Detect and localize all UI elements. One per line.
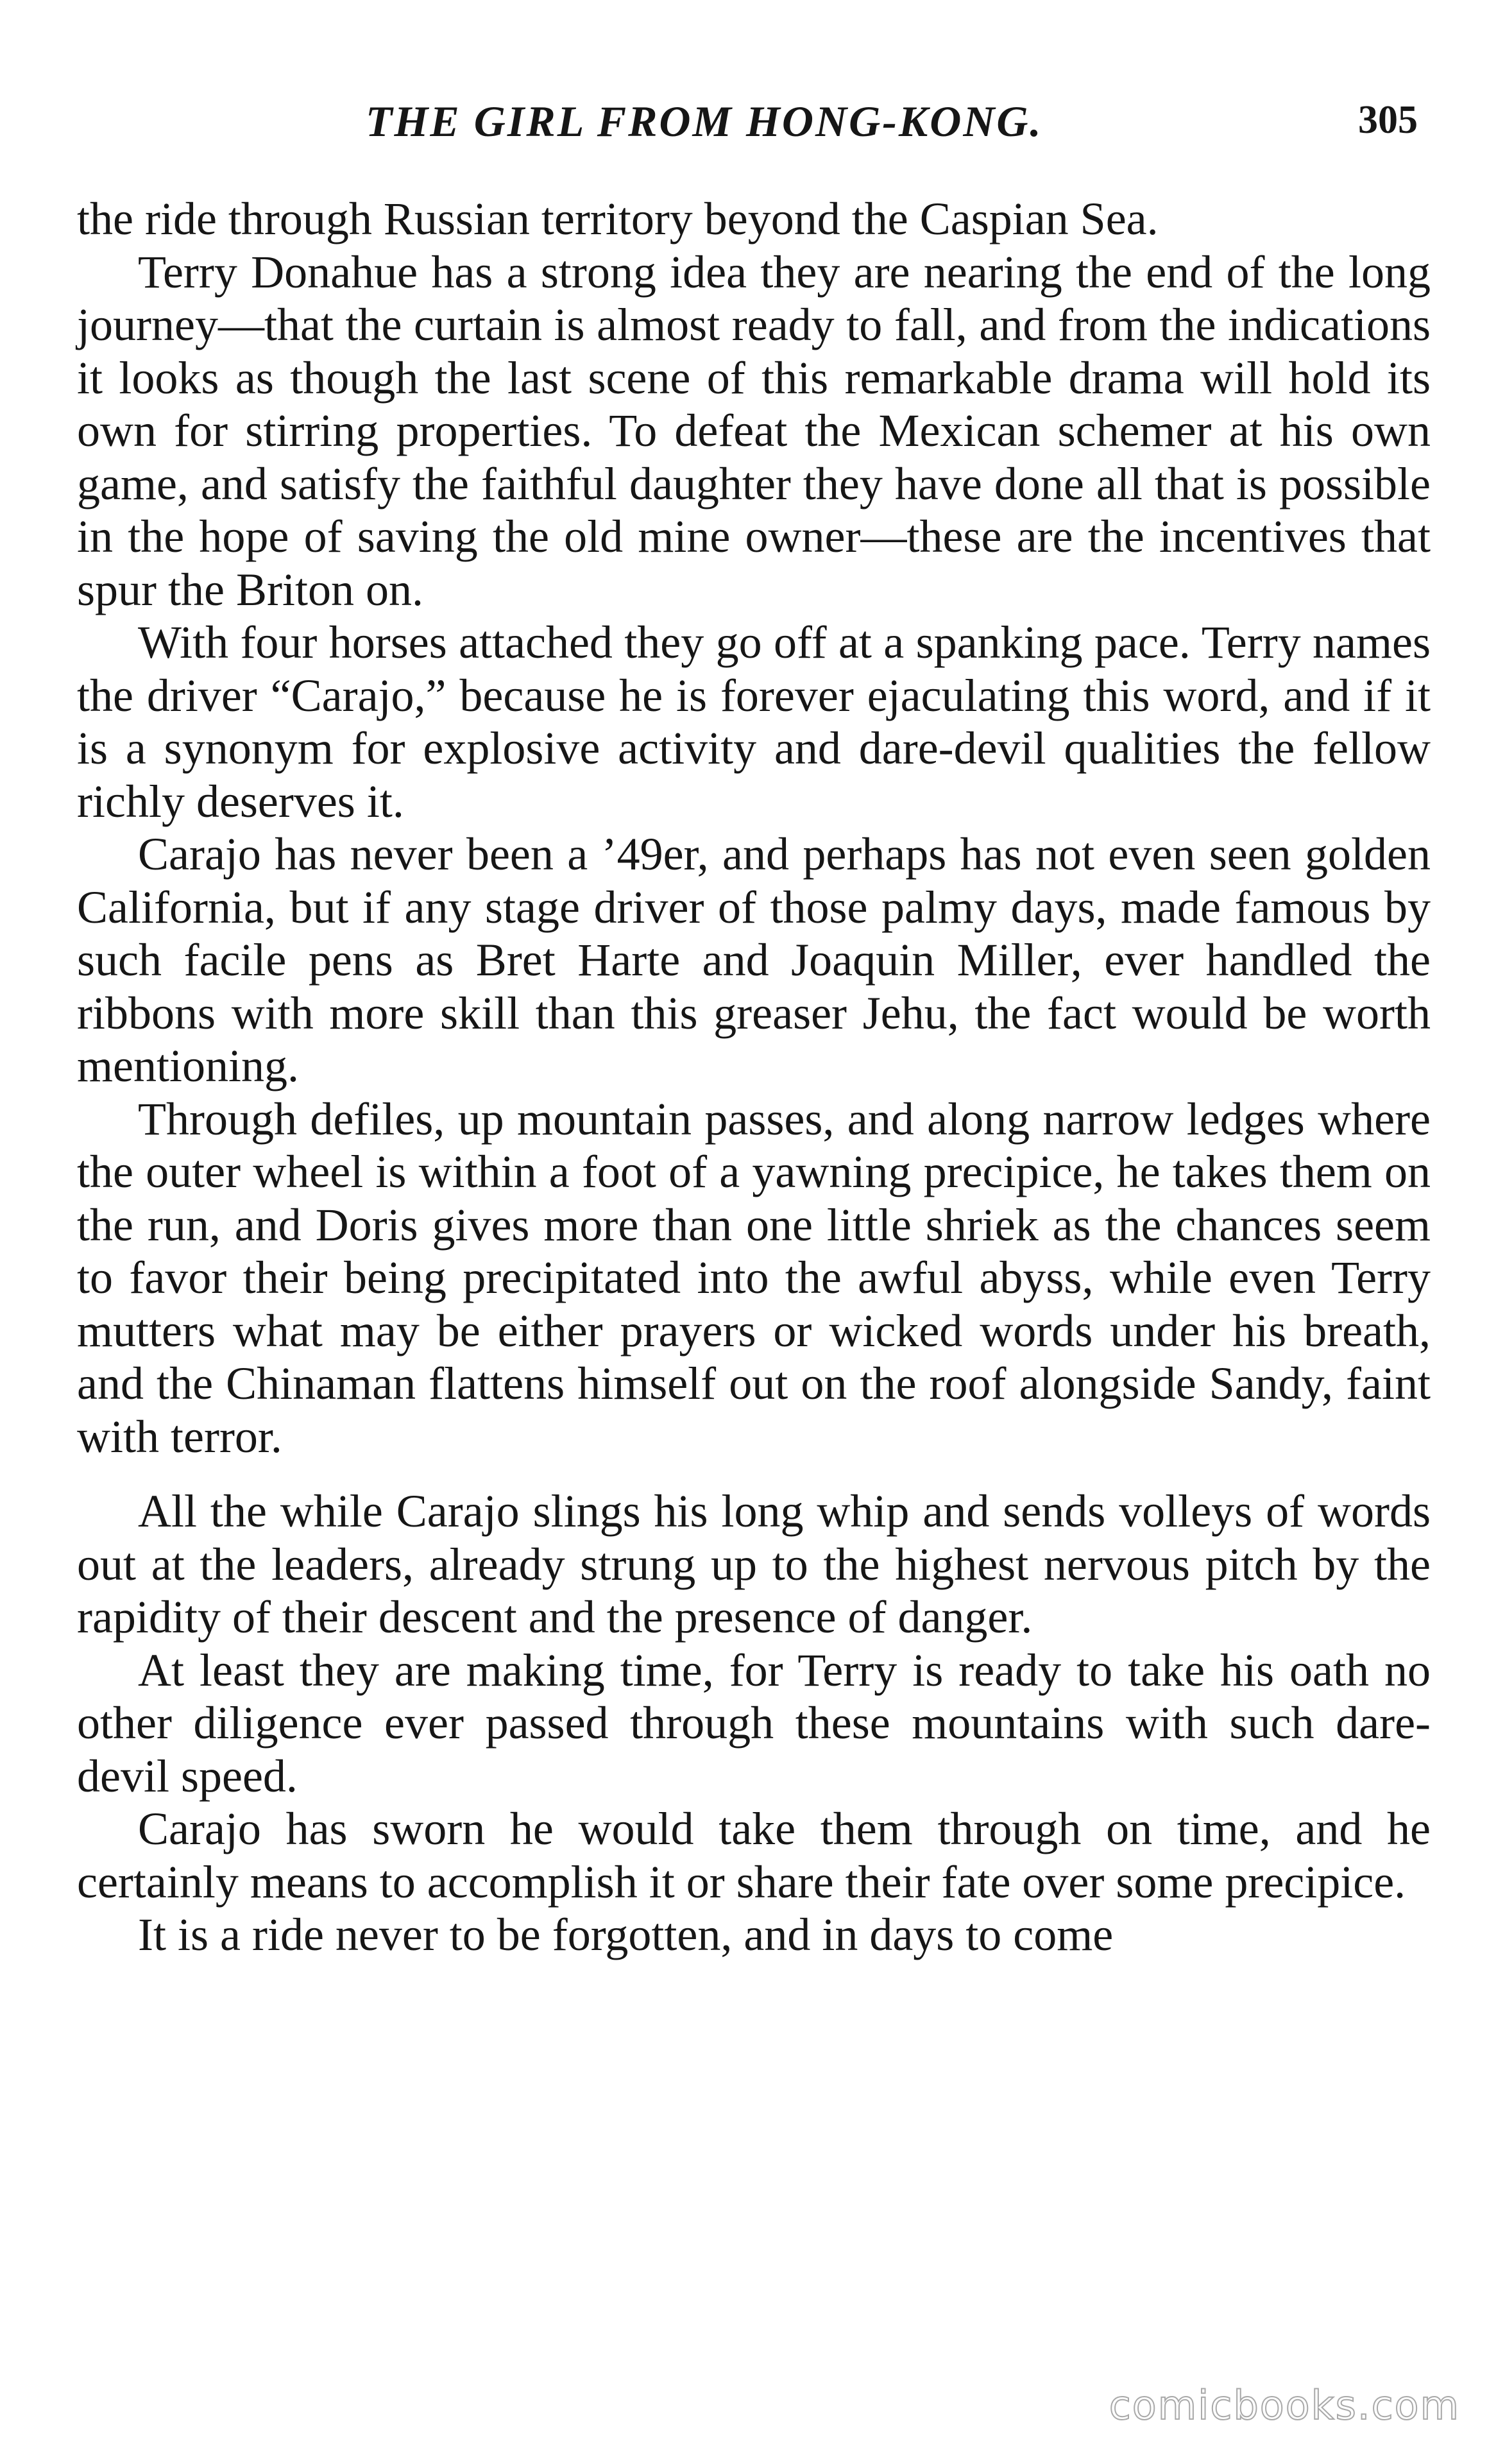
paragraph-all-the-while: All the while Carajo slings his long whip and sends volleys of words out at the leaders, already strung up to the highest nervous pitch by the rapidity of their descent and the presence of danger. [77, 1485, 1431, 1643]
paragraph-four-horses: With four horses attached they go off at a spanking pace. Terry names the driver “Carajo,” because he is forever ejaculating this word, and if it is a synonym for explosive activity and dare-devil qualities the fellow richly deserves it. [77, 617, 1431, 827]
paragraph-terry-donahue: Terry Donahue has a strong idea they are nearing the end of the long journey—that the curtain is almost ready to fall, and from the indications it looks as though the last scene of this remarkable drama will hold its own for stirring properties. To defeat the Mexican schemer at his own game, and satisfy the faithful daughter they have done all that is possible in the hope of saving the old mine owner—these are the incentives that spur the Briton on. [77, 246, 1431, 615]
running-head [77, 96, 1431, 160]
paragraph-carajo-49er: Carajo has never been a ’49er, and perhaps has not even seen golden California, but if any stage driver of those palmy days, made famous by such facile pens as Bret Harte and Joaquin Miller, ever handled the ribbons with more skill than this greaser Jehu, the fact would be worth mentioning. [77, 828, 1431, 1091]
paragraph-making-time: At least they are making time, for Terry is ready to take his oath no other diligence ever passed through these mountains with such dare-devil speed. [77, 1644, 1431, 1802]
watermark: comicbooks.com [1109, 2382, 1460, 2429]
body-text [77, 193, 1431, 1962]
page-number: 305 [1358, 98, 1418, 142]
running-title: THE GIRL FROM HONG-KONG. [366, 97, 1043, 146]
paragraph-through-defiles: Through defiles, up mountain passes, and along narrow ledges where the outer wheel is within a foot of a yawning precipice, he takes them on the run, and Doris gives more than one little shriek as the chances seem to favor their being precipitated into the awful abyss, while even Terry mutters what may be either prayers or wicked words under his breath, and the Chinaman flattens himself out on the roof alongside Sandy, faint with terror. [77, 1093, 1431, 1462]
paragraph-carajo-sworn: Carajo has sworn he would take them through on time, and he certainly means to accomplish it or share their fate over some precipice. [77, 1803, 1431, 1908]
paragraph-continuation: the ride through Russian territory beyond the Caspian Sea. [77, 193, 1159, 244]
paragraph-ride-never-forgotten: It is a ride never to be forgotten, and in days to come [138, 1909, 1114, 1960]
